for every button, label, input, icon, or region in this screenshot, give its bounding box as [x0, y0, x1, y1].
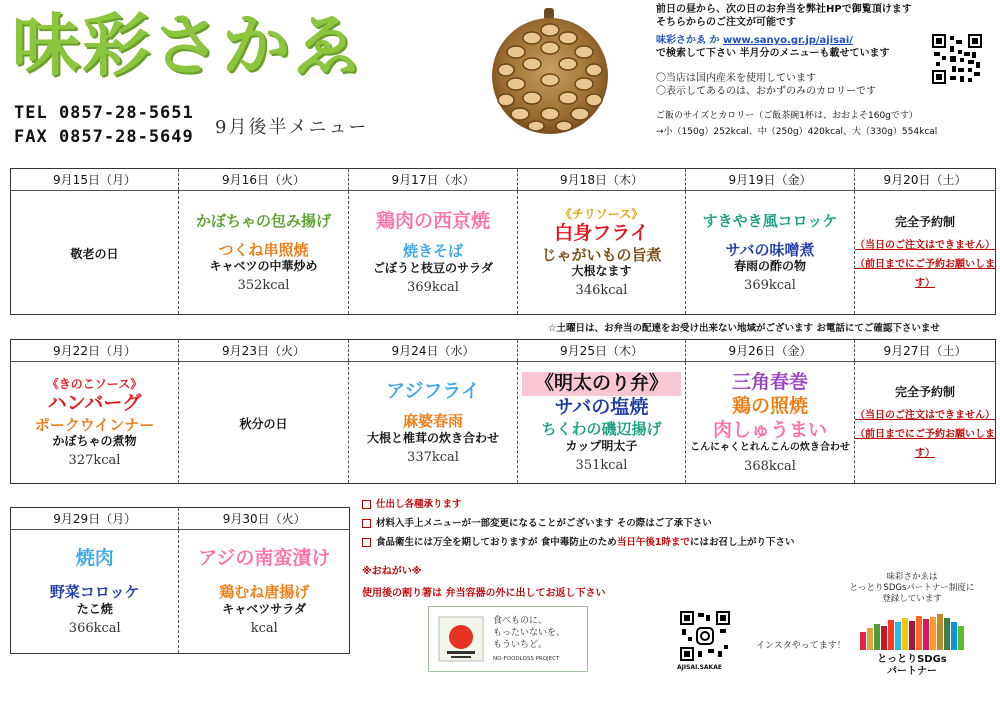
menu-change-notice: 材料入手上メニューが一部変更になることがございます その際はご了承下さい	[376, 518, 712, 529]
menu-cell-holiday	[179, 362, 349, 484]
checkbox-icon	[362, 519, 371, 528]
chopsticks-request: 使用後の割り箸は 弁当容器の外に出してお返し下さい	[362, 588, 606, 599]
side-dish: 春雨の酢の物	[733, 259, 806, 274]
side-dish: 鶏むね唐揚げ	[219, 583, 310, 601]
day-header: 9月26日（金）	[686, 340, 855, 362]
catering-notice: 仕出し各種承ります	[376, 499, 462, 510]
request-title: ※おねがい※	[362, 566, 422, 577]
main-dish: 三角春巻	[731, 371, 808, 394]
special-bento-label: 《明太のり弁》	[522, 372, 681, 396]
side-dish: カップ明太子	[565, 438, 638, 453]
sdgs-partner-text	[842, 572, 982, 605]
calorie-label: 366kcal	[68, 620, 121, 636]
reserve-day-before-notice: （前日までにご予約お願いします）	[855, 258, 995, 289]
instagram-handle: AJISAI.SAKAE	[677, 664, 722, 671]
website-qr-code[interactable]	[932, 34, 982, 84]
side-dish: サバの味噌煮	[725, 240, 815, 259]
side-dish: 麻婆春雨	[402, 412, 463, 430]
noloss-line-3: もういちど。	[493, 640, 548, 650]
menu-period-title: 9月後半メニュー	[215, 117, 369, 138]
website-link[interactable]: www.sanyo.gr.jp/ajisai/	[722, 35, 853, 46]
calorie-label: 369kcal	[407, 279, 459, 295]
side-dish: つくね串照焼	[218, 240, 309, 259]
sdgs-logo-icon	[858, 612, 966, 652]
info-line-2: そちらからのご注文が可能です	[656, 17, 796, 28]
side-dish: 大根なます	[571, 264, 632, 279]
reservation-only-label: 完全予約制	[894, 214, 955, 229]
calorie-label: 368kcal	[744, 458, 796, 474]
main-dish: 焼肉	[75, 547, 114, 570]
sdgs-line-2: とっとりSDGsパートナー制度に	[849, 583, 975, 593]
sauce-label: 《きのこソース》	[46, 376, 143, 391]
calorie-label: 351kcal	[575, 457, 628, 473]
notices-block	[362, 496, 794, 599]
menu-cell-holiday	[11, 191, 179, 315]
side-dish: 肉しゅうまい	[712, 418, 827, 441]
side-dish: ごぼうと枝豆のサラダ	[373, 260, 493, 275]
sdgs-line-1: 味彩さかゑは	[886, 572, 938, 582]
no-same-day-notice: （当日のご注文はできません）	[855, 409, 995, 421]
noloss-line-2: もったいないを、	[493, 628, 566, 638]
holiday-label: 秋分の日	[239, 417, 288, 431]
menu-cell-saturday	[855, 191, 996, 315]
day-header: 9月22日（月）	[11, 340, 179, 362]
side-dish: 大根と椎茸の炊き合わせ	[366, 430, 499, 445]
main-dish: ハンバーグ	[47, 391, 142, 414]
phone-number: TEL 0857-28-5651	[14, 103, 194, 123]
info-shop-name: 味彩さかゑ か	[656, 35, 723, 46]
info-line-8: →小（150g）252kcal、中（250g）420kcal、大（330g）554kcal	[656, 127, 938, 137]
menu-cell-saturday	[855, 362, 996, 484]
side-dish: 焼きそば	[402, 242, 463, 260]
day-header: 9月29日（月）	[11, 508, 179, 530]
main-dish: アジの南蛮漬け	[198, 547, 331, 570]
week2-menu-table	[10, 339, 996, 484]
no-foodloss-badge	[428, 606, 588, 672]
info-block	[656, 3, 937, 139]
calorie-label: 346kcal	[575, 283, 628, 299]
menu-cell	[179, 191, 349, 315]
calorie-label: 369kcal	[744, 278, 796, 294]
menu-cell	[349, 191, 518, 315]
sdgs-logo-text	[858, 654, 966, 678]
day-header: 9月23日（火）	[179, 340, 349, 362]
sdgs-logo-line-1: とっとりSDGs	[877, 654, 947, 665]
sauce-label: 《チリソース》	[559, 206, 644, 221]
day-header: 9月27日（土）	[855, 340, 996, 362]
side-dish: ポークウインナー	[34, 415, 155, 434]
instagram-qr-code[interactable]	[680, 611, 730, 661]
info-line-4: で検索して下さい 半月分のメニューも載せています	[656, 48, 890, 59]
no-foodloss-logo-icon	[437, 615, 485, 663]
calorie-label: 352kcal	[237, 278, 290, 294]
week3-menu-table	[10, 507, 350, 654]
day-header: 9月20日（土）	[855, 169, 996, 191]
main-dish: すきやき風コロッケ	[702, 211, 838, 230]
side-dish: 野菜コロッケ	[49, 583, 140, 601]
side-dish: こんにゃくとれんこんの炊き合わせ	[690, 442, 850, 454]
sdgs-logo-line-2: パートナー	[887, 666, 937, 677]
menu-cell	[349, 362, 518, 484]
sdgs-line-3: 登録しています	[882, 594, 942, 604]
day-header: 9月30日（火）	[179, 508, 350, 530]
main-dish: 鶏の照焼	[731, 394, 808, 417]
hygiene-deadline: 当日午後1時まで	[616, 537, 690, 548]
side-dish: キャベツサラダ	[222, 601, 307, 616]
fax-number: FAX 0857-28-5649	[14, 127, 194, 147]
day-header: 9月25日（木）	[518, 340, 686, 362]
side-dish: たこ焼	[76, 601, 113, 616]
shop-logo: 味彩さかゑ	[12, 7, 363, 86]
day-header: 9月24日（水）	[349, 340, 518, 362]
day-header: 9月17日（水）	[349, 169, 518, 191]
side-dish: キャベツの中華炒め	[209, 259, 318, 274]
main-dish: サバの塩焼	[554, 396, 649, 419]
calorie-label: kcal	[250, 620, 278, 636]
menu-cell	[686, 362, 855, 484]
hygiene-notice-end: にはお召し上がり下さい	[689, 537, 795, 548]
calorie-label: 327kcal	[68, 453, 121, 469]
day-header: 9月19日（金）	[686, 169, 855, 191]
saturday-delivery-note: ☆土曜日は、お弁当の配達をお受け出来ない地域がございます お電話にてご確認下さいませ	[548, 323, 940, 334]
main-dish: 白身フライ	[554, 221, 649, 244]
no-same-day-notice: （当日のご注文はできません）	[855, 239, 995, 251]
day-header: 9月18日（木）	[518, 169, 686, 191]
menu-cell	[518, 362, 686, 484]
info-line-7: ご飯のサイズとカロリー（ご飯茶碗1杯は、おおよそ160gです）	[656, 111, 918, 121]
side-dish: ちくわの磯辺揚げ	[541, 419, 662, 438]
menu-cell	[11, 530, 179, 654]
checkbox-icon	[362, 500, 371, 509]
main-dish: アジフライ	[386, 380, 480, 403]
menu-cell	[518, 191, 686, 315]
noloss-line-1: 食べものに、	[493, 616, 548, 626]
info-line-1: 前日の昼から、次の日のお弁当を弊社HPで御覧頂けます	[656, 4, 912, 15]
pinecone-icon	[488, 8, 613, 138]
side-dish: かぼちゃの煮物	[52, 434, 137, 449]
reservation-only-label: 完全予約制	[894, 384, 955, 399]
day-header: 9月16日（火）	[179, 169, 349, 191]
holiday-label: 敬老の日	[70, 247, 119, 261]
reserve-day-before-notice: （前日までにご予約お願いします）	[855, 428, 995, 459]
main-dish: かぼちゃの包み揚げ	[195, 211, 331, 230]
noloss-project-name: NO-FOODLOSS PROJECT	[493, 656, 560, 662]
hygiene-notice: 食品衛生には万全を期しておりますが 食中毒防止のため	[376, 537, 617, 548]
info-line-6: 〇表示してあるのは、おかずのみのカロリーです	[656, 86, 876, 97]
week1-menu-table	[10, 168, 996, 315]
day-header: 9月15日（月）	[11, 169, 179, 191]
menu-cell	[11, 362, 179, 484]
menu-cell	[686, 191, 855, 315]
checkbox-icon	[362, 538, 371, 547]
main-dish: 鶏肉の西京焼	[375, 210, 490, 233]
calorie-label: 337kcal	[407, 449, 459, 465]
menu-cell	[179, 530, 350, 654]
info-line-5: 〇当店は国内産米を使用しています	[656, 73, 816, 84]
side-dish: じゃがいもの旨煮	[541, 245, 662, 264]
instagram-promo: インスタやってます！	[756, 641, 846, 651]
